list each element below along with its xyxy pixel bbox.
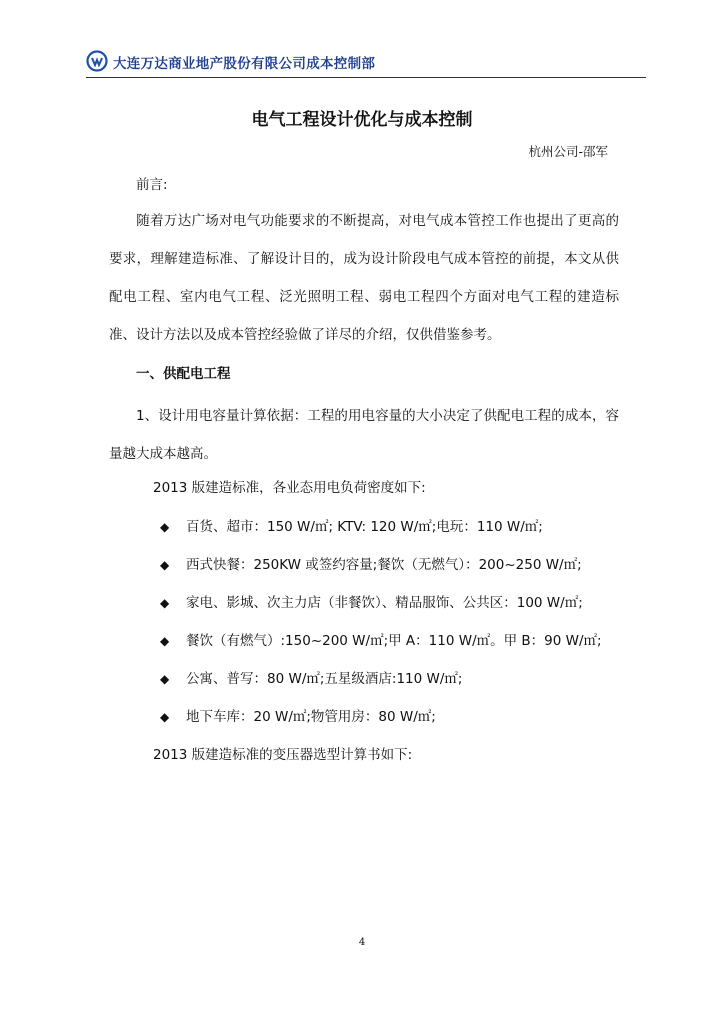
diamond-bullet-icon: ◆ bbox=[160, 634, 170, 648]
preface-paragraph bbox=[109, 202, 619, 354]
transformer-intro: 2013 版建造标准的变压器选型计算书如下: bbox=[153, 747, 413, 763]
page-header bbox=[86, 46, 646, 80]
list-item: ◆ 西式快餐：250KW 或签约容量;餐饮（无燃气）：200~250 W/㎡; bbox=[160, 557, 582, 573]
list-item: ◆ 餐饮（有燃气）:150~200 W/㎡;甲 A：110 W/㎡。甲 B：90 W/㎡; bbox=[160, 633, 602, 649]
list-item: ◆ 百货、超市：150 W/㎡; KTV: 120 W/㎡;电玩：110 W/㎡; bbox=[160, 519, 543, 535]
preface-text: 随着万达广场对电气功能要求的不断提高，对电气成本管控工作也提出了更高的要求，理解建造标准、了解设计目的，成为设计阶段电气成本管控的前提，本文从供配电工程、室内电气工程、泛光照明工程、弱电工程四个方面对电气工程的建造标准、设计方法以及成本管控经验做了详尽的介绍，仅供借鉴参考。 bbox=[109, 213, 619, 343]
document-title: 电气工程设计优化与成本控制 bbox=[251, 110, 473, 130]
diamond-bullet-icon: ◆ bbox=[160, 672, 170, 686]
list-item: ◆ 地下车库：20 W/㎡;物管用房：80 W/㎡; bbox=[160, 709, 436, 725]
company-name: 大连万达商业地产股份有限公司成本控制部 bbox=[113, 56, 376, 72]
diamond-bullet-icon: ◆ bbox=[160, 710, 170, 724]
diamond-bullet-icon: ◆ bbox=[160, 558, 170, 572]
author-line: 杭州公司-邵军 bbox=[528, 144, 608, 159]
list-item: ◆ 公寓、普写：80 W/㎡;五星级酒店:110 W/㎡; bbox=[160, 671, 463, 687]
diamond-bullet-icon: ◆ bbox=[160, 520, 170, 534]
list-item: ◆ 家电、影城、次主力店（非餐饮）、精品服饰、公共区：100 W/㎡; bbox=[160, 595, 583, 611]
standard-intro: 2013 版建造标准，各业态用电负荷密度如下: bbox=[153, 480, 426, 496]
page-number: 4 bbox=[358, 937, 366, 948]
wanda-logo-icon bbox=[86, 50, 108, 72]
section-heading: 一、供配电工程 bbox=[136, 366, 231, 382]
preface-label: 前言: bbox=[136, 177, 168, 193]
point1-text: 1、设计用电容量计算依据：工程的用电容量的大小决定了供配电工程的成本，容量越大成本越高。 bbox=[109, 408, 619, 462]
diamond-bullet-icon: ◆ bbox=[160, 596, 170, 610]
header-divider bbox=[86, 77, 646, 78]
point1-paragraph bbox=[109, 397, 619, 473]
